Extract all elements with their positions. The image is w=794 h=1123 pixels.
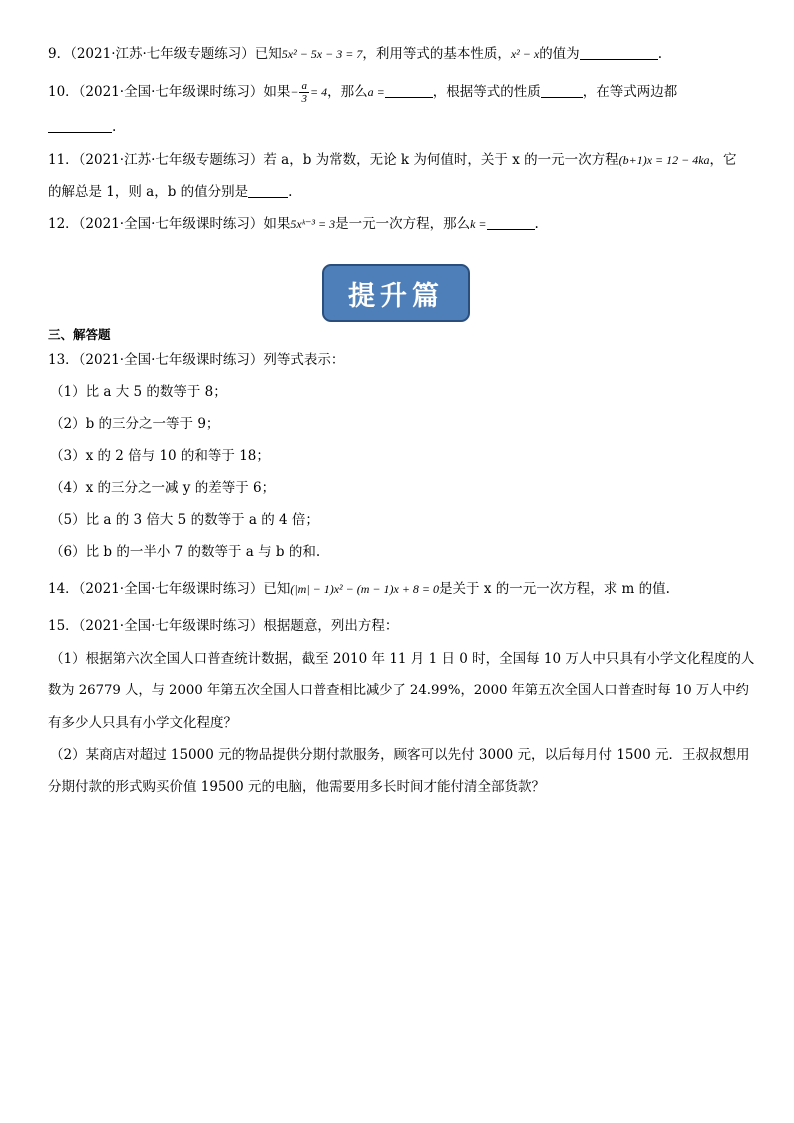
q9-answer-blank bbox=[580, 45, 658, 60]
question-15-title: 15．（2021·全国·七年级课时练习）根据题意，列出方程： bbox=[48, 618, 399, 634]
q10-minus: − bbox=[290, 85, 299, 99]
q12-k-equals: k = bbox=[470, 217, 487, 231]
banner-label: 提升篇 bbox=[348, 280, 444, 312]
section-banner bbox=[322, 264, 470, 322]
q10-mid: ，根据等式的性质 bbox=[432, 84, 541, 100]
q11-answer-blank bbox=[248, 183, 288, 198]
q12-equation: 5xᵏ⁻³ = 3 bbox=[290, 217, 336, 231]
q12-prefix: 12．（2021·全国·七年级课时练习）如果 bbox=[48, 216, 291, 232]
q10-answer-blank-2 bbox=[541, 83, 583, 98]
q10-prefix: 10．（2021·全国·七年级课时练习）如果 bbox=[48, 84, 291, 100]
q14-prefix: 14．（2021·全国·七年级课时练习）已知 bbox=[48, 581, 291, 597]
q11-end: . bbox=[288, 184, 293, 200]
question-11 bbox=[48, 150, 737, 170]
q10-mid2: ，在等式两边都 bbox=[582, 84, 678, 100]
q10-answer-blank-3 bbox=[48, 118, 112, 133]
question-14 bbox=[48, 579, 670, 599]
question-10 bbox=[48, 80, 677, 105]
q9-expression: x² − x bbox=[510, 47, 540, 61]
q15-part2-line2: 分期付款的形式购买价值 19500 元的电脑，他需要用多长时间才能付清全部货款？ bbox=[48, 779, 546, 795]
q10-then: ，那么 bbox=[327, 84, 368, 100]
q9-middle: ，利用等式的基本性质， bbox=[362, 46, 511, 62]
q15-part1-line3: 有多少人只具有小学文化程度？ bbox=[48, 715, 237, 731]
q14-equation: (|m| − 1)x² − (m − 1)x + 8 = 0 bbox=[290, 582, 440, 596]
q10-end: . bbox=[112, 119, 117, 135]
question-13-title: 13．（2021·全国·七年级课时练习）列等式表示： bbox=[48, 352, 345, 368]
q13-item-3: （3）x 的 2 倍与 10 的和等于 18； bbox=[50, 448, 270, 464]
q10-frac-denominator: 3 bbox=[301, 93, 307, 105]
question-9 bbox=[48, 44, 662, 64]
q9-prefix: 9．（2021·江苏·七年级专题练习）已知 bbox=[48, 46, 282, 62]
q12-middle: 是一元一次方程，那么 bbox=[335, 216, 471, 232]
q11-suffix: ，它 bbox=[709, 152, 737, 168]
q10-fraction bbox=[299, 80, 309, 105]
q12-end: . bbox=[534, 216, 539, 232]
q9-suffix: 的值为 bbox=[539, 46, 580, 62]
q10-rhs: = 4 bbox=[309, 85, 328, 99]
q10-frac-numerator: a bbox=[301, 80, 307, 92]
q13-item-2: （2）b 的三分之一等于 9； bbox=[50, 416, 220, 432]
q11-prefix: 11．（2021·江苏·七年级专题练习）若 a，b 为常数，无论 k 为何值时，关于 x 的一元一次方程 bbox=[48, 152, 619, 168]
q15-part2-line1: （2）某商店对超过 15000 元的物品提供分期付款服务，顾客可以先付 3000 元，以后每月付 1500 元．王叔叔想用 bbox=[50, 747, 750, 763]
question-11-line2 bbox=[48, 182, 292, 202]
q11-line2: 的解总是 1，则 a，b 的值分别是 bbox=[48, 184, 249, 200]
question-10-line2 bbox=[48, 117, 116, 137]
q13-item-4: （4）x 的三分之一减 y 的差等于 6； bbox=[50, 480, 276, 496]
q13-item-1: （1）比 a 大 5 的数等于 8； bbox=[50, 384, 227, 400]
q13-item-5: （5）比 a 的 3 倍大 5 的数等于 a 的 4 倍； bbox=[50, 512, 319, 528]
q11-equation: (b+1)x = 12 − 4ka bbox=[618, 153, 710, 167]
q10-answer-blank-1 bbox=[385, 83, 433, 98]
q12-answer-blank bbox=[487, 215, 535, 230]
q14-suffix: 是关于 x 的一元一次方程，求 m 的值. bbox=[439, 581, 670, 597]
section-heading: 三、解答题 bbox=[48, 327, 111, 342]
q13-item-6: （6）比 b 的一半小 7 的数等于 a 与 b 的和. bbox=[50, 544, 321, 560]
q15-part1-line1: （1）根据第六次全国人口普查统计数据，截至 2010 年 11 月 1 日 0 时，全国每 10 万人中只具有小学文化程度的人 bbox=[50, 651, 755, 667]
q15-part1-line2: 数为 26779 人，与 2000 年第五次全国人口普查相比减少了 24.99%，2000 年第五次全国人口普查时每 10 万人中约 bbox=[48, 683, 749, 698]
q10-a-equals: a = bbox=[367, 85, 385, 99]
question-12 bbox=[48, 214, 539, 234]
q9-equation: 5x² − 5x − 3 = 7 bbox=[281, 47, 363, 61]
q9-end: . bbox=[657, 46, 662, 62]
